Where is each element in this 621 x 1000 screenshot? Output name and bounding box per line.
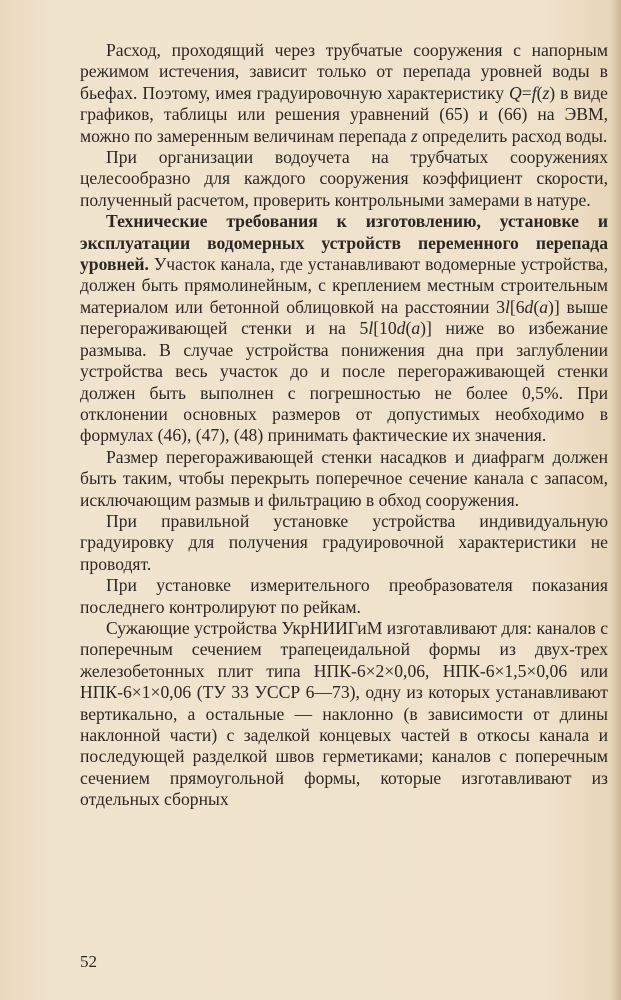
paragraph-technical-requirements [80, 211, 608, 446]
paragraph-water-accounting [80, 147, 608, 211]
text-run: Расход, проходящий через трубчатые сооружения с напорным режимом истечения, зависит только от перепада уровней воды в бьефах. Поэтому, имея градуировочную характеристику [80, 40, 608, 103]
text-run: ( [536, 82, 543, 103]
bold-heading-run: Технические требования к изготовлению, установке и эксплуатации водомерных устройств переменного перепада уровней. [80, 211, 608, 275]
math-variable: d [396, 318, 406, 339]
text-run: ( [405, 318, 412, 339]
paragraph-calibration [80, 511, 608, 575]
math-variable: Q [509, 82, 522, 103]
text-run: ( [533, 296, 540, 317]
paragraph-wall-size [80, 447, 608, 511]
math-variable: d [524, 296, 534, 317]
text-run: = [521, 82, 532, 103]
text-run: )] ниже во избежание размыва. В случае устройства понижения дна при заглублении устройства весь участок до и после перегораживающей стенки должен быть выполнен с погрешностью не более 0,5%. При отклонении основных размеров от допустимых необходимо в формулах (46), (47), (48) принимать фактические их значения. [80, 318, 608, 446]
text-run: определить расход воды. [417, 125, 608, 146]
math-variable: a [539, 296, 548, 317]
text-run: [6 [509, 296, 525, 317]
text-run: )] выше перегораживающей стенки и на 5 [80, 296, 608, 339]
text-run: При организации водоучета на трубчатых сооружениях целесообразно для каждого сооружения коэффициент скорости, полученный расчетом, проверить контрольными замерами в натуре. [80, 147, 608, 210]
math-variable: z [542, 82, 550, 103]
paragraph-constriction-devices [80, 618, 608, 811]
paragraph-flow-rate [80, 40, 608, 147]
text-run: [10 [373, 318, 397, 339]
text-run: При установке измерительного преобразователя показания последнего контролируют по рейкам. [80, 575, 608, 617]
math-variable: f [531, 82, 537, 103]
paragraph-transducer [80, 575, 608, 618]
text-run: Участок канала, где устанавливают водомерные устройства, должен быть прямолинейным, с креплением местным строительным материалом или бетонной облицовкой на расстоянии 3 [80, 254, 608, 317]
math-variable: l [368, 318, 374, 339]
text-run: Размер перегораживающей стенки насадков и диафрагм должен быть таким, чтобы перекрыть поперечное сечение канала с запасом, исключающим размыв и фильтрацию в обход сооружения. [80, 446, 608, 510]
page-number: 52 [80, 952, 97, 971]
math-variable: z [410, 125, 418, 146]
math-variable: a [411, 318, 421, 339]
page-edge-shadow [611, 0, 621, 1000]
text-run: При правильной установке устройства индивидуальную градуировку для получения градуировочной характеристики не проводят. [80, 510, 608, 574]
math-variable: l [505, 296, 510, 317]
text-run: ) в виде графиков, таблицы или решения уравнений (65) и (66) на ЭВМ, можно по замеренным величинам перепада [80, 82, 608, 146]
text-run: Сужающие устройства УкрНИИГиМ изготавливают для: каналов с поперечным сечением трапецеидальной формы из двух-трех железобетонных плит типа НПК-6×2×0,06, НПК-6×1,5×0,06 или НПК-6×1×0,06 (ТУ 33 УССР 6—73), одну из которых устанавливают вертикально, а остальные — наклонно (в зависимости от длины наклонной части) с заделкой концевых частей в откосы канала и последующей разделкой швов герметиками; каналов с поперечным сечением прямоугольной формы, которые изготавливают из отдельных сборных [80, 617, 609, 810]
body-text [80, 40, 608, 811]
